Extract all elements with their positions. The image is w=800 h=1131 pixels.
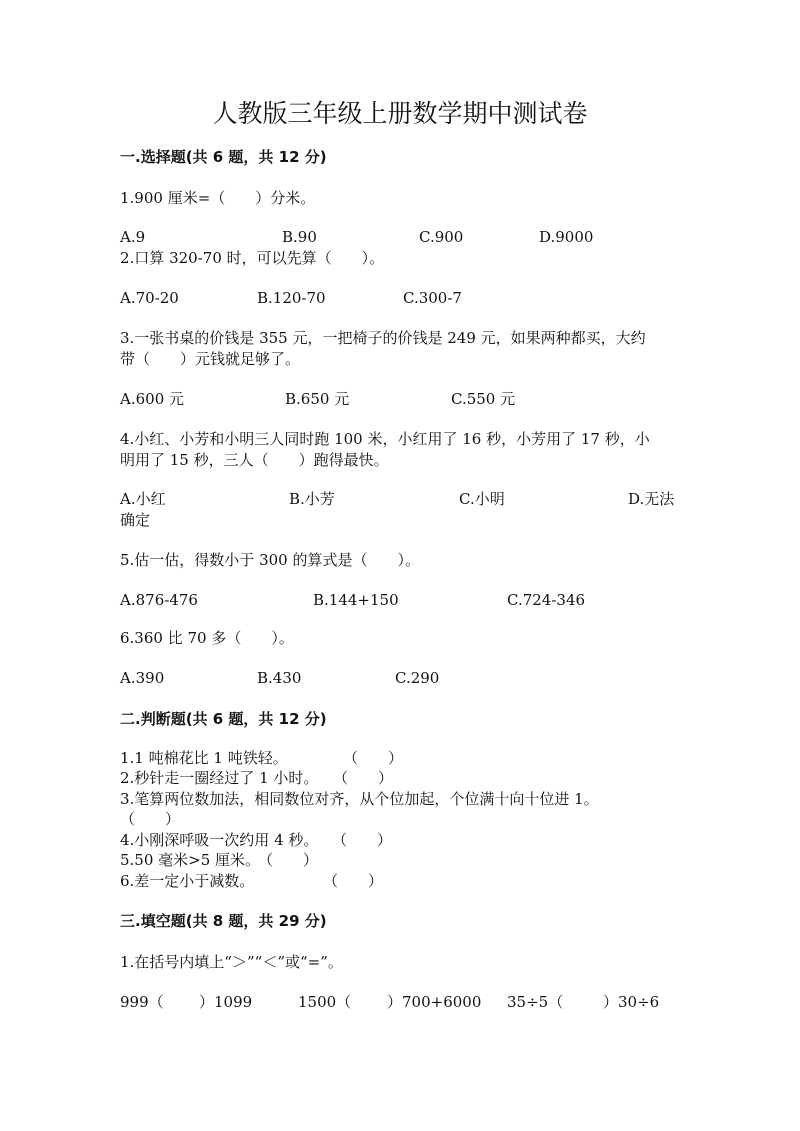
option: C.290	[395, 669, 440, 687]
compare-right: ）700+6000	[387, 993, 482, 1011]
question-stem: 1.900 厘米=（ ）分米。	[120, 189, 316, 207]
answer-bracket: （ ）	[343, 749, 404, 767]
compare-right: ）30÷6	[603, 993, 660, 1011]
question-stem: 明用了 15 秒，三人（ ）跑得最快。	[120, 451, 389, 469]
option: D.无法	[628, 490, 675, 508]
option: C.724-346	[507, 591, 586, 609]
section-heading-choice: 一.选择题(共 6 题，共 12 分)	[120, 148, 327, 166]
option-wrap: 确定	[120, 511, 151, 529]
question-stem: 带（ ）元钱就足够了。	[120, 350, 301, 368]
compare-right: ）1099	[199, 993, 253, 1011]
option: B.小芳	[289, 490, 335, 508]
question-stem: 4.小红、小芳和小明三人同时跑 100 米，小红用了 16 秒，小芳用了 17 秒，小	[120, 430, 650, 448]
option: D.9000	[539, 228, 594, 246]
option: B.90	[282, 228, 317, 246]
compare-left: 1500（	[298, 993, 352, 1011]
option: A.390	[120, 669, 165, 687]
statement: 3.笔算两位数加法，相同数位对齐，从个位加起，个位满十向十位进 1。	[120, 790, 599, 808]
compare-left: 35÷5（	[507, 993, 564, 1011]
option: A.9	[120, 228, 146, 246]
question-stem: 1.在括号内填上“＞”“＜”或“=”。	[120, 953, 343, 971]
option: A.876-476	[120, 591, 198, 609]
option: B.120-70	[257, 289, 326, 307]
option: B.144+150	[313, 591, 399, 609]
option: B.650 元	[285, 390, 350, 408]
option: C.900	[419, 228, 464, 246]
option: B.430	[257, 669, 302, 687]
answer-bracket: （ ）	[333, 769, 394, 787]
statement: 4.小刚深呼吸一次约用 4 秒。	[120, 831, 319, 849]
option: A.小红	[120, 490, 166, 508]
page-title: 人教版三年级上册数学期中测试卷	[212, 99, 588, 128]
question-stem: 3.一张书桌的价钱是 355 元，一把椅子的价钱是 249 元，如果两种都买，大约	[120, 329, 646, 347]
section-heading-fill-in: 三.填空题(共 8 题，共 29 分)	[120, 912, 327, 930]
compare-left: 999（	[120, 993, 164, 1011]
statement: 5.50 毫米>5 厘米。	[120, 851, 261, 869]
question-stem: 2.口算 320-70 时，可以先算（ ）。	[120, 249, 385, 267]
option: C.小明	[459, 490, 505, 508]
option: C.550 元	[451, 390, 516, 408]
option: A.600 元	[120, 390, 184, 408]
answer-bracket: （ ）	[120, 810, 181, 828]
statement: 1.1 吨棉花比 1 吨铁轻。	[120, 749, 288, 767]
statement: 2.秒针走一圈经过了 1 小时。	[120, 769, 319, 787]
option: C.300-7	[403, 289, 462, 307]
answer-bracket: （ ）	[332, 831, 393, 849]
section-heading-judgement: 二.判断题(共 6 题，共 12 分)	[120, 710, 327, 728]
option: A.70-20	[120, 289, 179, 307]
question-stem: 6.360 比 70 多（ ）。	[120, 629, 294, 647]
question-stem: 5.估一估，得数小于 300 的算式是（ ）。	[120, 551, 420, 569]
statement: 6.差一定小于减数。	[120, 872, 255, 890]
answer-bracket: （ ）	[258, 851, 319, 869]
answer-bracket: （ ）	[323, 872, 384, 890]
